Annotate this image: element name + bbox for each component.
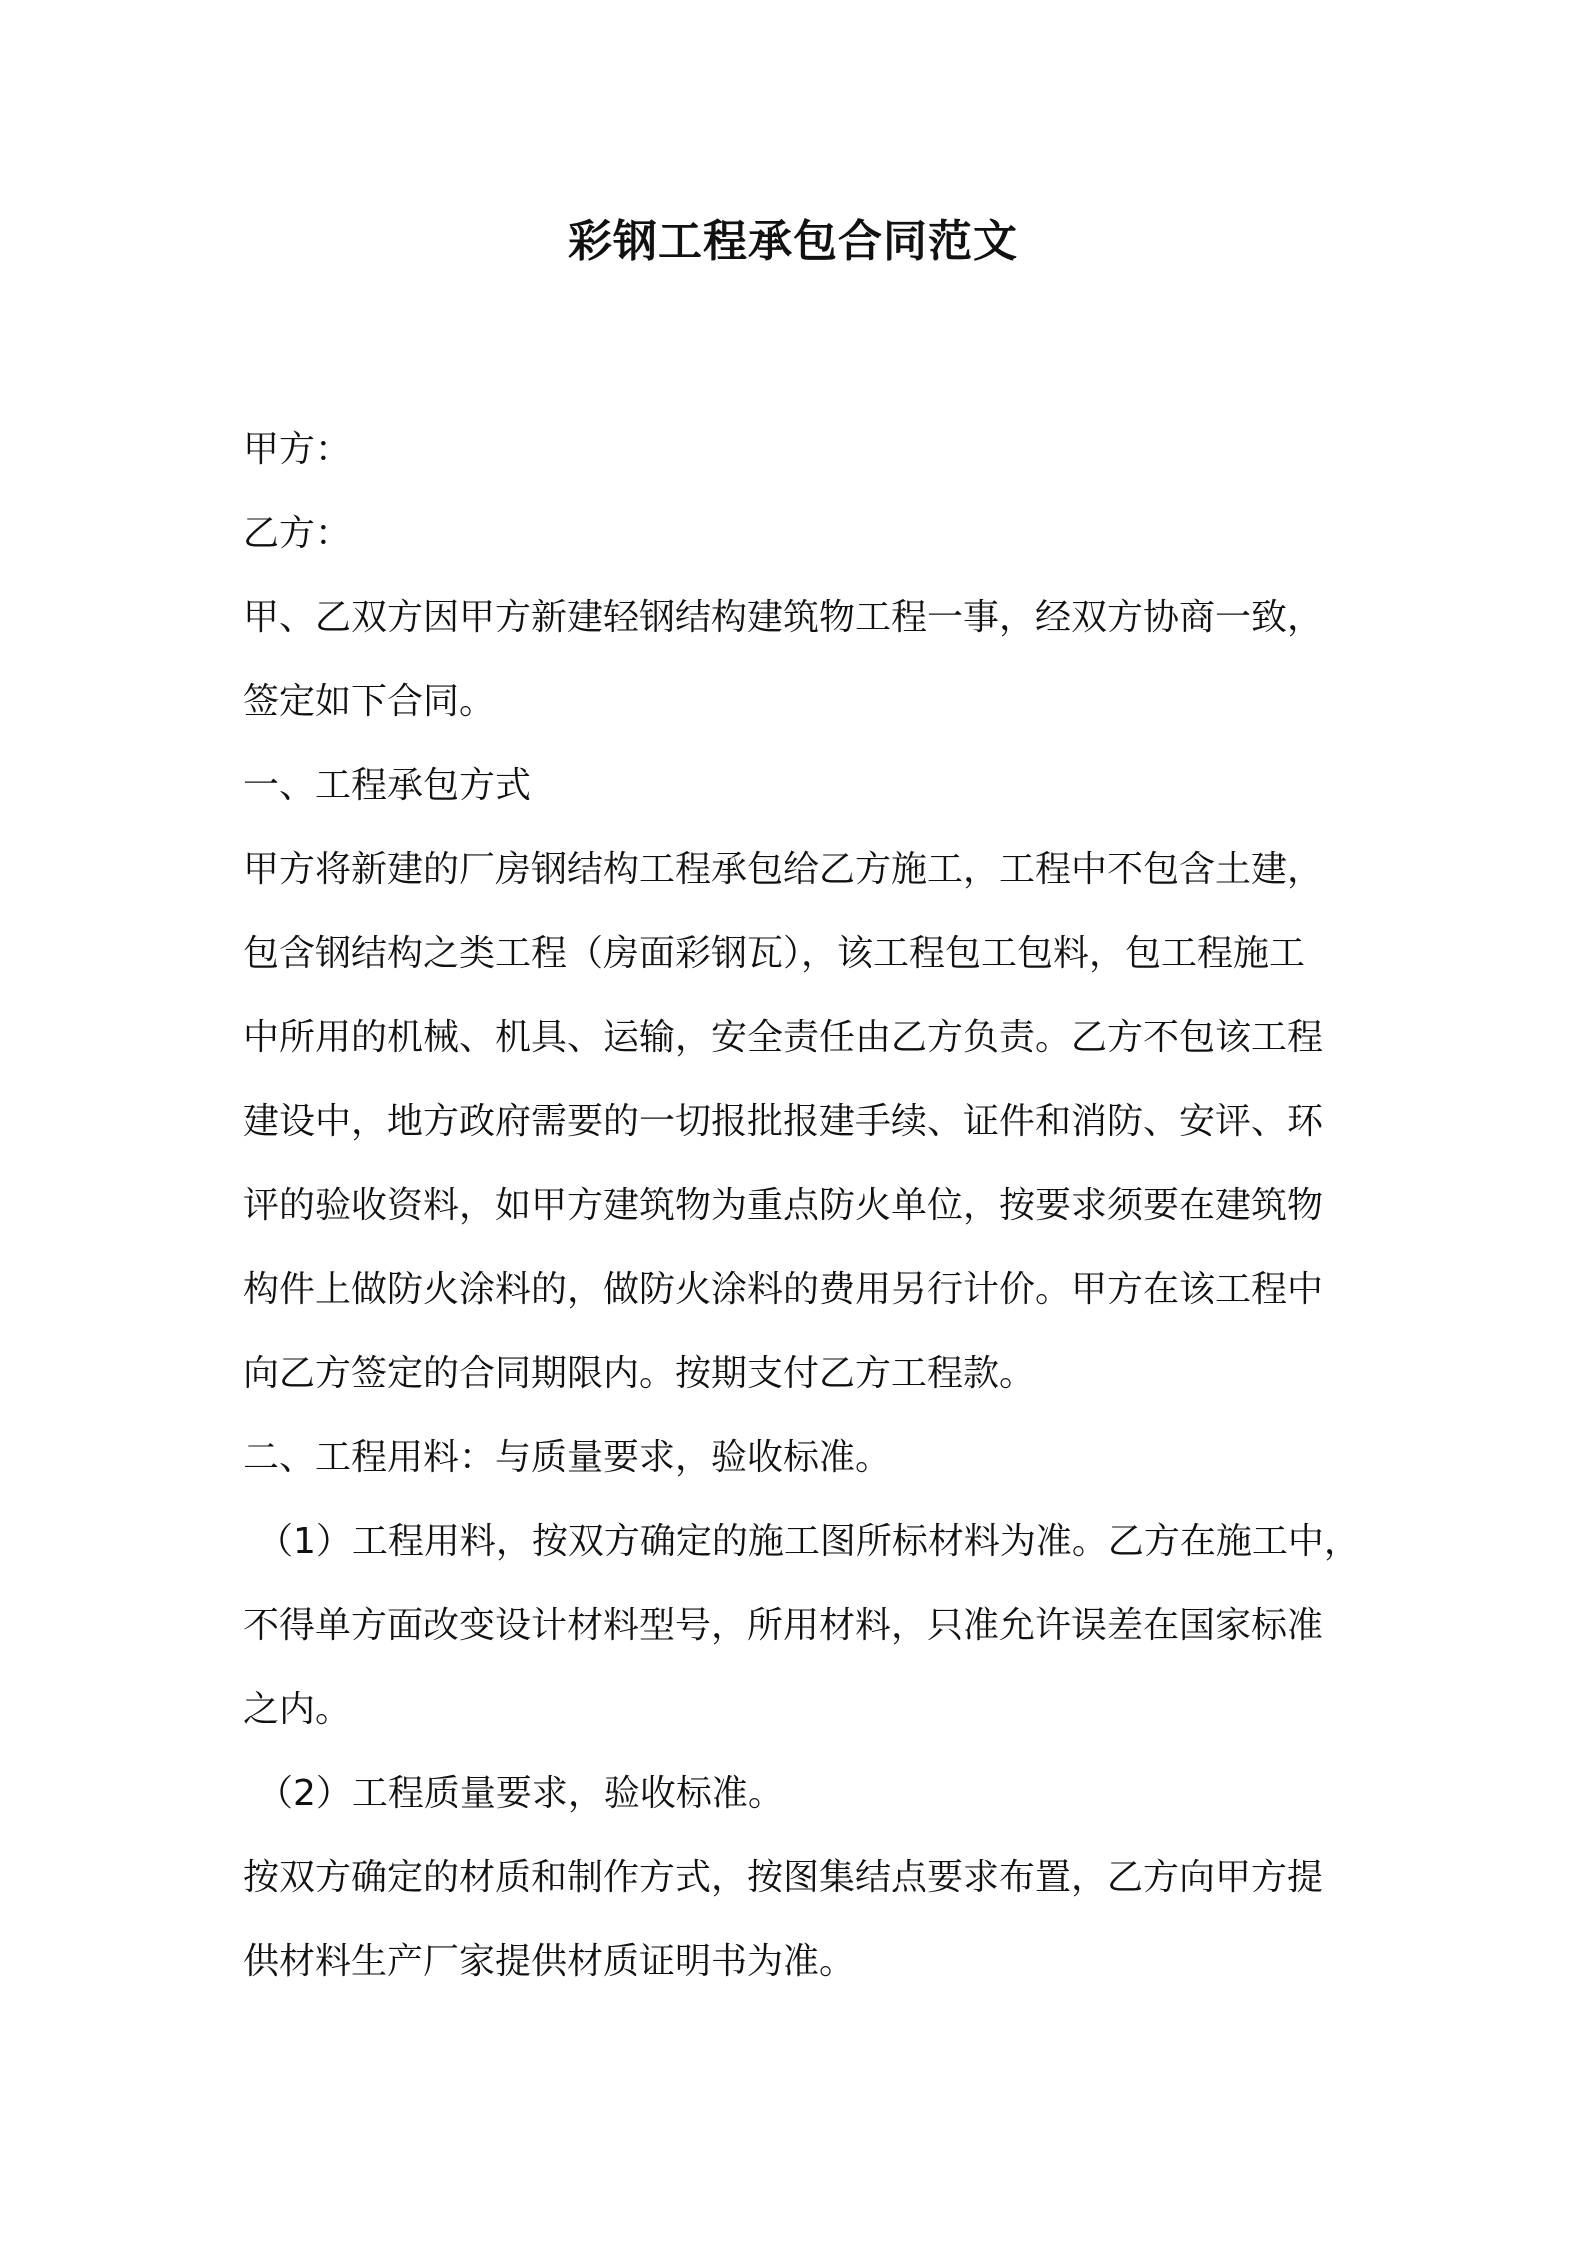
- document-title: 彩钢工程承包合同范文: [568, 216, 1018, 267]
- section-2-heading: 二、工程用料：与质量要求，验收标准。: [243, 1437, 892, 1478]
- clause-1-line-3: 之内。: [243, 1689, 352, 1730]
- party-a-line: 甲方：: [243, 429, 352, 470]
- intro-line-2: 签定如下合同。: [243, 681, 496, 722]
- section-1-line-5: 评的验收资料，如甲方建筑物为重点防火单位，按要求须要在建筑物: [243, 1185, 1324, 1226]
- clause-2-heading: （2）工程质量要求，验收标准。: [257, 1773, 784, 1814]
- section-1-line-3: 中所用的机械、机具、运输，安全责任由乙方负责。乙方不包该工程: [243, 1017, 1324, 1058]
- section-1-line-6: 构件上做防火涂料的，做防火涂料的费用另行计价。甲方在该工程中: [243, 1269, 1324, 1310]
- party-b-line: 乙方：: [243, 513, 352, 554]
- intro-line-1: 甲、乙双方因甲方新建轻钢结构建筑物工程一事，经双方协商一致，: [243, 597, 1324, 638]
- section-1-heading: 一、工程承包方式: [243, 765, 532, 806]
- document-body: [243, 408, 1363, 2004]
- section-1-line-4: 建设中，地方政府需要的一切报批报建手续、证件和消防、安评、环: [243, 1101, 1324, 1142]
- clause-2-line-2: 供材料生产厂家提供材质证明书为准。: [243, 1941, 856, 1982]
- clause-1-line-2: 不得单方面改变设计材料型号，所用材料，只准允许误差在国家标准: [243, 1605, 1324, 1646]
- section-1-line-7: 向乙方签定的合同期限内。按期支付乙方工程款。: [243, 1353, 1036, 1394]
- section-1-line-2: 包含钢结构之类工程（房面彩钢瓦），该工程包工包料，包工程施工: [243, 933, 1306, 974]
- section-1-line-1: 甲方将新建的厂房钢结构工程承包给乙方施工，工程中不包含土建，: [243, 849, 1324, 890]
- clause-2-line-1: 按双方确定的材质和制作方式，按图集结点要求布置，乙方向甲方提: [243, 1857, 1324, 1898]
- clause-1-line-1: （1）工程用料，按双方确定的施工图所标材料为准。乙方在施工中，: [257, 1521, 1360, 1562]
